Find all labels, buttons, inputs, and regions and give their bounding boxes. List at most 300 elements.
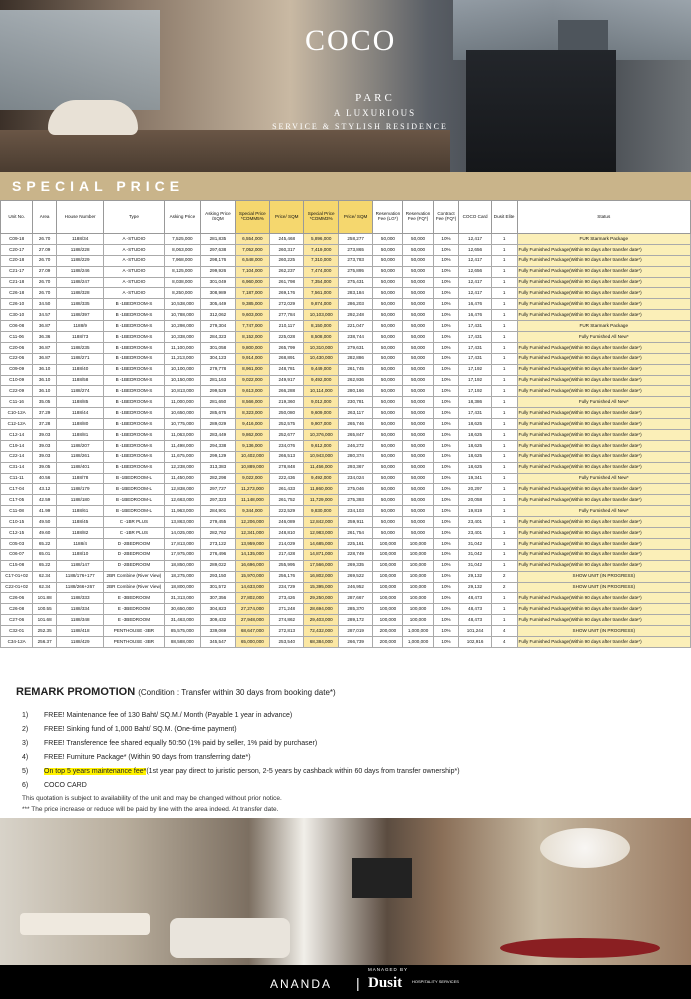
- table-cell: 10,100,000: [164, 364, 201, 375]
- table-cell: 10%: [433, 244, 459, 255]
- table-cell: 304,823: [201, 604, 235, 615]
- table-cell: 1: [491, 615, 517, 626]
- table-cell: 269,176: [270, 288, 304, 299]
- table-cell: 50,000: [373, 342, 403, 353]
- table-cell: 62.34: [33, 582, 57, 593]
- table-cell: 20,297: [459, 484, 491, 495]
- table-cell: 50,000: [403, 397, 433, 408]
- table-cell: 1: [491, 473, 517, 484]
- table-cell: 40.56: [33, 473, 57, 484]
- table-cell: 255,995: [270, 560, 304, 571]
- table-cell: 309,432: [201, 615, 235, 626]
- table-cell: Fully Furnished Package(Within 90 days after transfer date*): [517, 255, 690, 266]
- table-cell: 261,798: [270, 277, 304, 288]
- table-cell: 260,317: [270, 244, 304, 255]
- table-cell: 10,538,000: [164, 299, 201, 310]
- table-cell: 14,633,000: [235, 582, 269, 593]
- table-header-cell: Type: [104, 201, 164, 234]
- table-cell: 10%: [433, 332, 459, 343]
- table-row: [1, 604, 691, 615]
- table-cell: 266,288: [270, 386, 304, 397]
- table-cell: Fully Furnished Package(Within 90 days after transfer date*): [517, 364, 690, 375]
- table-cell: 50,000: [373, 506, 403, 517]
- living-sofa: [170, 918, 290, 958]
- table-cell: 12,417: [459, 288, 491, 299]
- table-cell: 68,384,000: [304, 636, 338, 647]
- table-cell: 9,830,000: [304, 506, 338, 517]
- table-cell: 10%: [433, 636, 459, 647]
- table-cell: 313,383: [201, 462, 235, 473]
- table-cell: 10,103,000: [304, 310, 338, 321]
- table-cell: Fully Furnished Package(Within 90 days after transfer date*): [517, 310, 690, 321]
- table-cell: 1188/228: [56, 244, 103, 255]
- table-cell: C06-08: [1, 321, 33, 332]
- coco-logo: COCO: [305, 24, 397, 57]
- table-cell: 10,813,000: [164, 386, 201, 397]
- table-cell: 100,000: [403, 615, 433, 626]
- table-cell: 10%: [433, 375, 459, 386]
- table-cell: 50,000: [373, 321, 403, 332]
- table-header-row: [1, 201, 691, 234]
- table-cell: 26.70: [33, 234, 57, 245]
- table-cell: C -1BR PLUS: [104, 517, 164, 528]
- table-cell: 279,455: [201, 517, 235, 528]
- table-cell: 36.36: [33, 332, 57, 343]
- table-row: [1, 506, 691, 517]
- table-cell: C20-18: [1, 255, 33, 266]
- table-cell: C22-09: [1, 386, 33, 397]
- table-cell: 2: [491, 571, 517, 582]
- table-cell: Fully Furnished Package(Within 90 days after transfer date*): [517, 451, 690, 462]
- table-cell: C09-09: [1, 364, 33, 375]
- table-cell: 245,468: [270, 234, 304, 245]
- table-cell: 1: [491, 440, 517, 451]
- table-cell: 41.99: [33, 506, 57, 517]
- table-cell: 7,052,000: [235, 244, 269, 255]
- table-header-cell: Asking Price: [164, 201, 201, 234]
- table-cell: 100,000: [373, 549, 403, 560]
- table-cell: B -1BEDROOM-S: [104, 397, 164, 408]
- table-cell: Fully Furnished All New*: [517, 332, 690, 343]
- table-row: [1, 364, 691, 375]
- table-cell: 100,000: [403, 549, 433, 560]
- table-cell: 12,842,000: [304, 517, 338, 528]
- table-cell: Fully Furnished All New*: [517, 506, 690, 517]
- table-cell: 10%: [433, 386, 459, 397]
- table-cell: Fully Furnished Package(Within 90 days after transfer date*): [517, 549, 690, 560]
- table-cell: 1188/176+177: [56, 571, 103, 582]
- table-cell: 50,000: [373, 440, 403, 451]
- table-cell: Fully Furnished Package(Within 90 days after transfer date*): [517, 353, 690, 364]
- table-cell: 276,496: [201, 549, 235, 560]
- table-cell: 39.03: [33, 451, 57, 462]
- table-cell: 1188/179: [56, 484, 103, 495]
- table-cell: 275,393: [338, 495, 372, 506]
- table-cell: Fully Furnished Package(Within 90 days after transfer date*): [517, 462, 690, 473]
- table-cell: 10%: [433, 506, 459, 517]
- table-cell: B -1BEDROOM-S: [104, 353, 164, 364]
- table-header-cell: Status: [517, 201, 690, 234]
- table-row: [1, 386, 691, 397]
- table-cell: 50,000: [403, 408, 433, 419]
- table-cell: 50,000: [403, 462, 433, 473]
- table-cell: 100,000: [403, 604, 433, 615]
- table-cell: 19,341: [459, 473, 491, 484]
- table-cell: 8,566,000: [235, 397, 269, 408]
- table-cell: 29,250,000: [304, 593, 338, 604]
- table-cell: 1: [491, 538, 517, 549]
- table-cell: 100,000: [373, 582, 403, 593]
- table-cell: 1: [491, 234, 517, 245]
- table-cell: 100,000: [373, 593, 403, 604]
- table-cell: 37.28: [33, 419, 57, 430]
- table-cell: 4: [491, 636, 517, 647]
- table-cell: 10%: [433, 560, 459, 571]
- table-cell: 48,473: [459, 593, 491, 604]
- table-cell: 12,206,000: [235, 517, 269, 528]
- table-cell: 279,304: [201, 321, 235, 332]
- table-cell: 293,150: [201, 571, 235, 582]
- table-cell: 10%: [433, 484, 459, 495]
- table-cell: 1188/334: [56, 604, 103, 615]
- table-cell: 50,000: [373, 451, 403, 462]
- table-cell: C20-06: [1, 342, 33, 353]
- table-cell: 1: [491, 299, 517, 310]
- table-cell: 7,968,000: [164, 255, 201, 266]
- table-cell: 8,250,000: [164, 288, 201, 299]
- table-cell: 10%: [433, 528, 459, 539]
- table-cell: 13,863,000: [164, 517, 201, 528]
- table-cell: 284,323: [201, 332, 235, 343]
- table-cell: 23,401: [459, 528, 491, 539]
- table-cell: Fully Furnished Package(Within 90 days after transfer date*): [517, 604, 690, 615]
- table-cell: 27.09: [33, 266, 57, 277]
- table-row: [1, 244, 691, 255]
- promo-number: 6): [22, 781, 29, 789]
- table-cell: 49.50: [33, 517, 57, 528]
- table-cell: 50,000: [403, 299, 433, 310]
- table-cell: 279,778: [201, 364, 235, 375]
- table-cell: 275,046: [338, 484, 372, 495]
- table-cell: 6,960,000: [235, 277, 269, 288]
- table-cell: 9,862,000: [235, 430, 269, 441]
- table-row: [1, 473, 691, 484]
- table-cell: 17,566,000: [304, 560, 338, 571]
- table-cell: 50,000: [403, 440, 433, 451]
- table-cell: 210,117: [270, 321, 304, 332]
- table-cell: 9,416,000: [235, 419, 269, 430]
- table-cell: 278,848: [270, 462, 304, 473]
- table-cell: B -1BEDROOM-S: [104, 440, 164, 451]
- table-cell: 8,508,000: [304, 332, 338, 343]
- table-cell: 282,298: [201, 473, 235, 484]
- table-cell: 262,936: [338, 375, 372, 386]
- table-cell: 1188/397: [56, 310, 103, 321]
- table-cell: 68,647,000: [235, 626, 269, 637]
- table-cell: 100,000: [403, 593, 433, 604]
- table-cell: 1,000,000: [403, 626, 433, 637]
- table-header-cell: COCO Card: [459, 201, 491, 234]
- table-cell: 1188/246: [56, 266, 103, 277]
- chandelier: [540, 828, 630, 868]
- table-cell: C22-14: [1, 451, 33, 462]
- table-cell: 7,310,000: [304, 255, 338, 266]
- table-cell: 101.88: [33, 593, 57, 604]
- table-cell: 9,612,000: [304, 440, 338, 451]
- table-cell: 12,341,000: [235, 528, 269, 539]
- table-cell: 23,401: [459, 517, 491, 528]
- table-cell: 10%: [433, 615, 459, 626]
- table-cell: 12,838,000: [164, 484, 201, 495]
- table-cell: 9,344,000: [235, 506, 269, 517]
- table-cell: 275,431: [338, 277, 372, 288]
- table-cell: B -1BEDROOM-S: [104, 419, 164, 430]
- table-cell: 100,000: [373, 604, 403, 615]
- promo-item: [22, 764, 682, 778]
- table-cell: 275,895: [338, 266, 372, 277]
- table-row: [1, 288, 691, 299]
- table-cell: 1188/429: [56, 636, 103, 647]
- table-cell: 252,677: [270, 430, 304, 441]
- table-cell: 9,609,000: [304, 408, 338, 419]
- brand-name: PARC: [355, 92, 395, 104]
- table-cell: 1188/73: [56, 332, 103, 343]
- table-header-cell: Reservation Fee (LG*): [373, 201, 403, 234]
- table-cell: 200,000: [373, 626, 403, 637]
- interior-photo: [0, 818, 691, 965]
- table-cell: 50,000: [403, 342, 433, 353]
- table-cell: 100,000: [403, 571, 433, 582]
- table-cell: 48,473: [459, 615, 491, 626]
- table-cell: 308,989: [201, 288, 235, 299]
- table-cell: 222,529: [270, 506, 304, 517]
- table-header-cell: Special Price *COMM3%: [304, 201, 338, 234]
- table-cell: 253,540: [270, 636, 304, 647]
- table-cell: 50,000: [373, 375, 403, 386]
- table-cell: 1188/401: [56, 462, 103, 473]
- table-cell: 17,192: [459, 375, 491, 386]
- table-cell: 9,603,000: [235, 310, 269, 321]
- table-cell: 43.12: [33, 484, 57, 495]
- table-cell: 274,862: [270, 615, 304, 626]
- table-cell: 9,385,000: [235, 299, 269, 310]
- table-cell: 10%: [433, 430, 459, 441]
- table-cell: 285,676: [201, 408, 235, 419]
- table-cell: 297,638: [201, 244, 235, 255]
- table-cell: C22-06: [1, 353, 33, 364]
- table-cell: 65.22: [33, 538, 57, 549]
- promo-text: FREE! Transference fee shared equally 50:50 (1% paid by seller, 1% paid by purchaser): [44, 739, 318, 747]
- table-cell: 15,970,000: [235, 571, 269, 582]
- table-cell: Fully Furnished Package(Within 90 days after transfer date*): [517, 615, 690, 626]
- table-cell: E -3BEDROOM: [104, 615, 164, 626]
- table-cell: 50,000: [403, 386, 433, 397]
- table-cell: 11,148,000: [235, 495, 269, 506]
- note-availability: This quotation is subject to availability of the unit and may be changed without prior notice.: [22, 795, 282, 802]
- table-cell: C26-10: [1, 299, 33, 310]
- table-cell: 10,889,000: [235, 462, 269, 473]
- table-cell: 16,696,000: [235, 560, 269, 571]
- table-cell: 238,744: [338, 332, 372, 343]
- table-cell: 1188/235: [56, 342, 103, 353]
- promo-text: FREE! Furniture Package* (Within 90 days from transferring date*): [44, 753, 251, 761]
- table-cell: 1188/82: [56, 528, 103, 539]
- table-cell: 10%: [433, 255, 459, 266]
- table-cell: D -2BEDROOM: [104, 560, 164, 571]
- table-cell: 100,000: [373, 560, 403, 571]
- table-cell: 50,000: [403, 375, 433, 386]
- table-cell: C21-17: [1, 266, 33, 277]
- table-cell: 1188/10: [56, 549, 103, 560]
- table-cell: 1: [491, 462, 517, 473]
- table-cell: 1: [491, 604, 517, 615]
- promo-text: FREE! Sinking fund of 1,000 Baht/ SQ.M. (One-time payment): [44, 725, 237, 733]
- table-row: [1, 277, 691, 288]
- table-cell: 282,886: [338, 353, 372, 364]
- table-row: [1, 430, 691, 441]
- table-cell: 18,625: [459, 462, 491, 473]
- table-cell: 273,783: [338, 255, 372, 266]
- special-price-title: SPECIAL PRICE: [12, 178, 185, 194]
- table-cell: B -1BEDROOM-S: [104, 462, 164, 473]
- table-cell: 1188/335: [56, 299, 103, 310]
- table-cell: Fully Furnished Package(Within 90 days after transfer date*): [517, 419, 690, 430]
- table-cell: 50,000: [373, 430, 403, 441]
- table-cell: E -3BEDROOM: [104, 593, 164, 604]
- table-cell: 9,492,000: [304, 375, 338, 386]
- table-cell: 50,000: [373, 299, 403, 310]
- table-cell: 11,213,000: [164, 353, 201, 364]
- table-cell: 280,166: [338, 386, 372, 397]
- table-cell: C17-04: [1, 484, 33, 495]
- table-cell: 266,513: [270, 451, 304, 462]
- table-cell: 11,456,000: [304, 462, 338, 473]
- table-cell: Fully Furnished All New*: [517, 397, 690, 408]
- table-cell: 12,417: [459, 234, 491, 245]
- table-cell: FUR Starmark Package: [517, 321, 690, 332]
- table-cell: 301,058: [201, 342, 235, 353]
- table-cell: 269,335: [338, 560, 372, 571]
- table-cell: 35.05: [33, 397, 57, 408]
- table-cell: 50,000: [373, 419, 403, 430]
- promo-item: [22, 708, 682, 722]
- table-cell: B -1BEDROOM-S: [104, 408, 164, 419]
- table-cell: 50,000: [403, 266, 433, 277]
- table-row: [1, 560, 691, 571]
- table-cell: 50,000: [403, 277, 433, 288]
- table-cell: 1188/4: [56, 538, 103, 549]
- table-cell: E -3BEDROOM: [104, 604, 164, 615]
- table-cell: 284,901: [201, 506, 235, 517]
- table-cell: C34-12A: [1, 636, 33, 647]
- table-cell: PENTHOUSE -3BR: [104, 636, 164, 647]
- table-cell: C21-18: [1, 277, 33, 288]
- table-cell: 200,000: [373, 636, 403, 647]
- table-cell: 1: [491, 549, 517, 560]
- hero-floor: [0, 130, 450, 172]
- table-cell: C10-12A: [1, 408, 33, 419]
- table-header-cell: Contract Fee (FQ*): [433, 201, 459, 234]
- table-cell: 9,800,000: [235, 342, 269, 353]
- table-cell: 268,891: [270, 353, 304, 364]
- table-cell: 50,000: [373, 528, 403, 539]
- table-cell: 14,685,000: [304, 538, 338, 549]
- table-cell: 50,000: [373, 408, 403, 419]
- table-cell: 1188/45: [56, 517, 103, 528]
- table-cell: 1: [491, 353, 517, 364]
- brand-tagline-1: A LUXURIOUS: [333, 108, 417, 118]
- table-cell: 1188/266+267: [56, 582, 103, 593]
- table-cell: 17,431: [459, 332, 491, 343]
- table-cell: 263,117: [338, 408, 372, 419]
- promo-item: [22, 750, 682, 764]
- table-cell: 6,548,000: [235, 255, 269, 266]
- table-cell: 265,799: [270, 342, 304, 353]
- table-cell: 299,129: [201, 451, 235, 462]
- table-cell: 1: [491, 484, 517, 495]
- table-cell: 37.29: [33, 408, 57, 419]
- table-cell: 283,449: [201, 430, 235, 441]
- table-cell: 48,473: [459, 604, 491, 615]
- table-cell: 36.87: [33, 321, 57, 332]
- table-header-cell: Asking Price /SQM: [201, 201, 235, 234]
- table-cell: 271,248: [270, 604, 304, 615]
- table-cell: Fully Furnished Package(Within 90 days after transfer date*): [517, 560, 690, 571]
- table-cell: 4: [491, 626, 517, 637]
- table-cell: 1: [491, 288, 517, 299]
- table-cell: 1188/229: [56, 255, 103, 266]
- table-cell: 50,000: [373, 255, 403, 266]
- table-cell: 10%: [433, 234, 459, 245]
- table-cell: C -1BR PLUS: [104, 528, 164, 539]
- table-cell: B -1BEDROOM-S: [104, 386, 164, 397]
- table-cell: 297,323: [201, 495, 235, 506]
- table-cell: Fully Furnished Package(Within 90 days after transfer date*): [517, 593, 690, 604]
- table-cell: 1: [491, 375, 517, 386]
- table-cell: 7,525,000: [164, 234, 201, 245]
- table-cell: Fully Furnished Package(Within 90 days after transfer date*): [517, 244, 690, 255]
- table-cell: C11-06: [1, 332, 33, 343]
- table-header-cell: House Number: [56, 201, 103, 234]
- table-cell: 12,656: [459, 266, 491, 277]
- table-row: [1, 462, 691, 473]
- table-cell: 272,029: [270, 299, 304, 310]
- table-cell: 256,176: [270, 571, 304, 582]
- table-cell: 10%: [433, 604, 459, 615]
- table-cell: 285,370: [338, 604, 372, 615]
- table-cell: 1188/247: [56, 277, 103, 288]
- table-cell: Fully Furnished Package(Within 90 days after transfer date*): [517, 288, 690, 299]
- table-cell: Fully Furnished Package(Within 90 days after transfer date*): [517, 495, 690, 506]
- table-cell: 1188/147: [56, 560, 103, 571]
- table-cell: 39.05: [33, 462, 57, 473]
- table-row: [1, 375, 691, 386]
- table-cell: 50,000: [373, 364, 403, 375]
- table-cell: C11-08: [1, 506, 33, 517]
- table-cell: Fully Furnished Package(Within 90 days after transfer date*): [517, 528, 690, 539]
- table-body: [1, 234, 691, 648]
- table-cell: C10-15: [1, 517, 33, 528]
- table-cell: 10%: [433, 571, 459, 582]
- table-cell: 252.35: [33, 626, 57, 637]
- table-cell: 29,403,000: [304, 615, 338, 626]
- table-row: [1, 615, 691, 626]
- promo-number: 3): [22, 739, 29, 747]
- table-cell: 1188/81: [56, 430, 103, 441]
- table-cell: 50,000: [373, 386, 403, 397]
- table-cell: 50,000: [373, 495, 403, 506]
- table-cell: 12,663,000: [164, 495, 201, 506]
